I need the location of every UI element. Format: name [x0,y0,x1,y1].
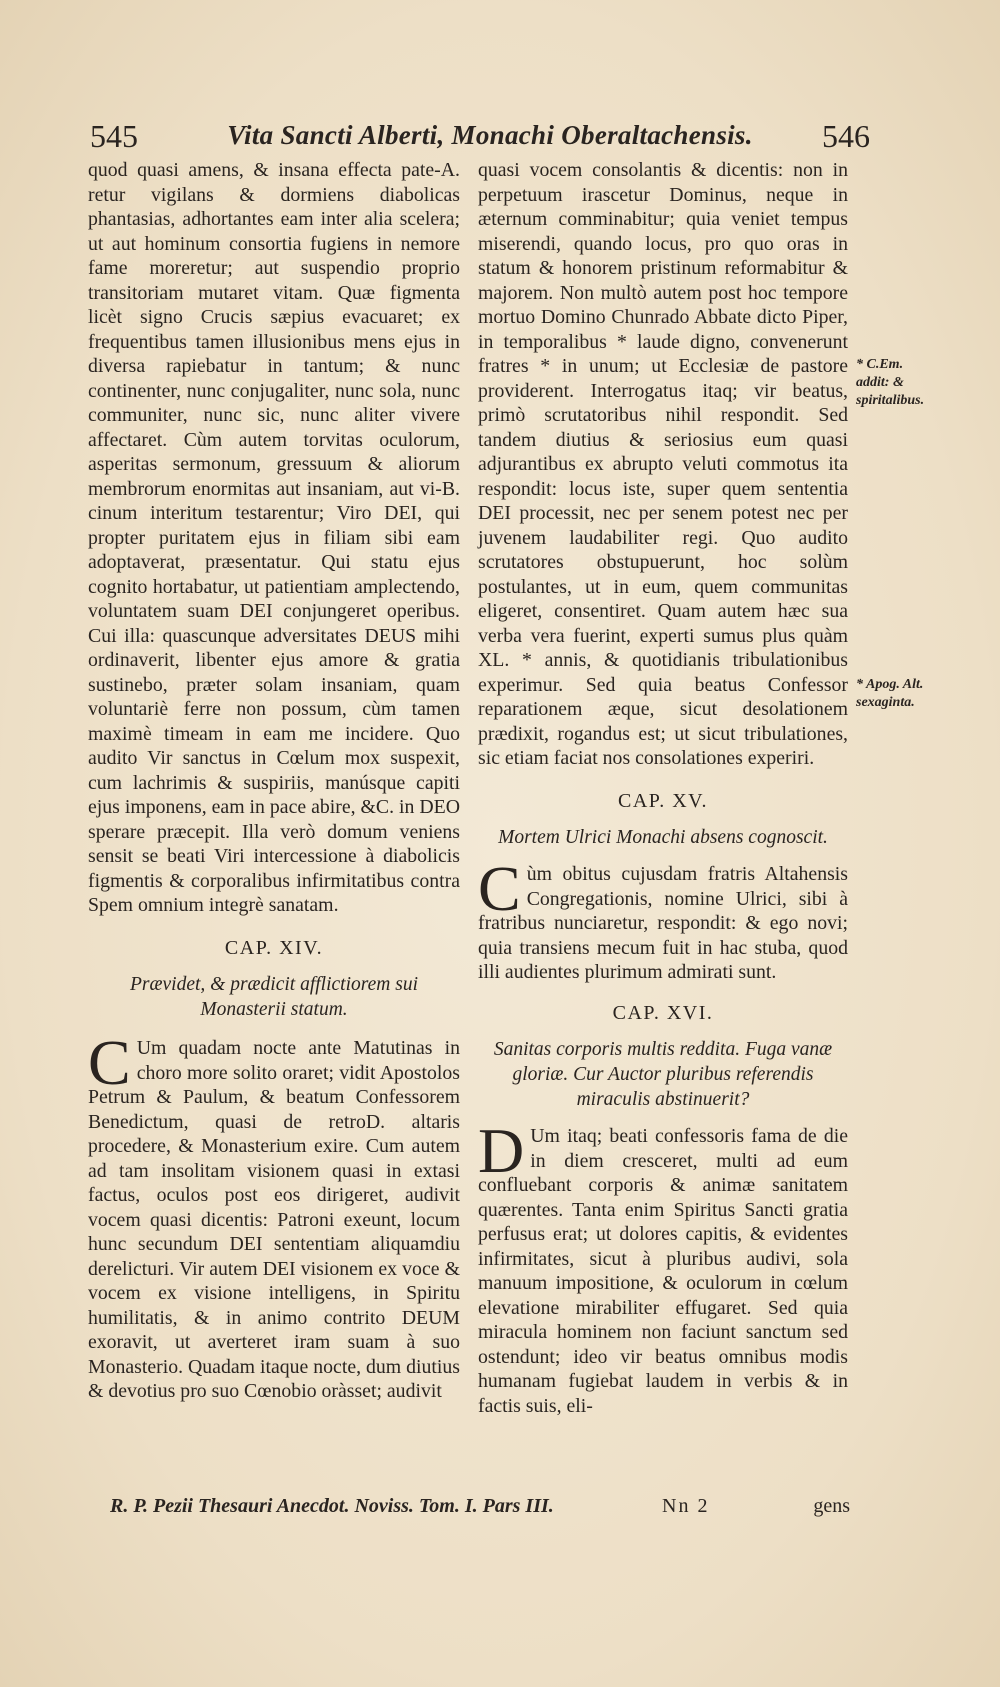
chapter-heading: CAP. XVI. [612,1001,714,1024]
drop-cap: C [478,853,521,924]
right-column [478,158,848,1418]
right-page-number: 546 [822,118,870,154]
catchword: gens [813,1495,850,1517]
margin-note: * Apog. Alt. sexaginta. [856,677,924,710]
paragraph: quasi vocem consolantis & dicentis: non in perpetuum irascetur Dominus, neque in æternum comminabitur; quia veniet tempus miserendi, quando locus, pro quo oras in statum & honorem pristinum reformabitur & majorem. Non multò autem post hoc tempore mortuo Domino Chunrado Abbate dicto Piper, in temporalibus * laude digno, convenerunt fratres * in unum; ut Ecclesiæ de pastore providerent. Interrogatus itaq; vir beatus, primò scrutatoribus nihil respondit. Sed tandem diutius & seriosius eum quasi adjurantibus ex abrupto veluti commotus ita respondit: locus iste, super quem sententia DEI processit, nec per senem potest nec per juvenem laudabiliter regi. Quo audito scrutatores obstupuerunt, hoc solùm postulantes, ut in eum, quem communitas eligeret, consentiret. Quam autem hæc sua verba vera fuerint, experti sumus plus quàm XL. * annis, & quotidianis tribulationibus experimur. Sed quia beatus Confessor reparationem æque, sicut desolationem prædixit, rogandus est; ut sicut tribulationes, sic etiam faciat nos consolationes experiri. [478,159,848,769]
chapter-text [478,853,848,985]
chapter-text [478,1115,848,1418]
chapter-summary: Mortem Ulrici Monachi absens cognoscit. [498,827,828,848]
chapter-heading: CAP. XIV. [224,936,324,959]
left-column [88,158,460,1404]
margin-note: * C.Em. addit: & spiritalibus. [856,357,925,408]
left-page-number: 545 [90,118,138,154]
page-footer [110,1495,850,1525]
running-header [90,118,870,158]
drop-cap: C [88,1027,131,1098]
chapter-summary: Prævidet, & prædicit afflictiorem sui Monasterii statum. [130,974,418,1020]
footer-source: R. P. Pezii Thesauri Anecdot. Noviss. Tom. I. Pars III. [110,1495,554,1517]
chapter-body: ùm obitus cujusdam fratris Altahensis Congregationis, nomine Ulrici, sibi à fratribus nunciaretur, respondit: & ego novi; quia transiens mecum fuit in hac stuba, quod illi audientes plurimum admirati sunt. [478,863,848,983]
chapter-summary: Sanitas corporis multis reddita. Fuga vanæ gloriæ. Cur Auctor pluribus referendis miraculis abstinuerit? [493,1039,833,1110]
chapter-text [88,1027,460,1404]
signature-mark: Nn 2 [662,1495,710,1517]
chapter-body: Um itaq; beati confessoris fama de die in diem cresceret, multi ad eum confluebant corporis & animæ sanitatem quærentes. Tanta enim Spiritus Sancti gratia perfusus erat; ut dolores capitis, & evidentes infirmitates, sicut à pluribus audivi, sola manuum impositione, & oculorum in cœlum elevatione mirabiliter effugaret. Sed quia miracula hominem non faciunt sanctum sed ostendunt; ideo vir beatus omnibus modis humanam fugiebat laudem in verbis & in factis suis, eli- [478,1125,848,1417]
chapter-heading: CAP. XV. [618,789,708,812]
running-title: Vita Sancti Alberti, Monachi Oberaltachensis. [227,120,753,150]
paragraph: quod quasi amens, & insana effecta pate-A. retur vigilans & dormiens diabolicas phantasias, adhortantes eam inter alia scelera; ut aut hominum consortia fugiens in nemore fame moreretur; aut suspendio proprio transitoriam mutaret vitam. Quæ figmenta licèt signo Crucis sæpius evacuaret; ex frequentibus tamen illusionibus mens ejus in diversa rapiebatur in tantum; & nunc continenter, nunc conjugaliter, nunc sola, nunc communiter, nunc sic, nunc aliter vivere affectaret. Cùm autem torvitas oculorum, asperitas sermonum, gressuum & aliorum membrorum enormitas aut insaniam, aut vi-B. cinum interitum testarentur; Viro DEI, qui propter puritatem ejus in filiam sibi eam adoptaverat, præsentatur. Qui statu ejus cognito hortabatur, ut patientiam amplectendo, voluntatem suam DEI conjungeret operibus. Cui illa: quascunque adversitates DEUS mihi ordinaverit, libenter ejus amore & gratia sustinebo, præter solam insaniam, quam voluntariè ferre non possum, cùm tamen maximè timeam in eam me incidere. Quo audito Vir sanctus in Cœlum mox suspexit, cum lachrimis & suspiriis, manúsque capiti ejus imponens, eam in pace abire, &C. in DEO sperare præcepit. Illa verò domum veniens sensit se beati Viri intercessione à diabolicis figmentis & corporalibus infirmitatibus contra Spem omnium integrè sanatam. [88,159,460,916]
drop-cap: D [478,1115,525,1186]
chapter-body: Um quadam nocte ante Matutinas in choro more solito oraret; vidit Apostolos Petrum & Paulum, & beatum Confessorem Benedictum, quasi de retroD. altaris procedere, & Monasterium exire. Cum autem ad tam insolitam visionem quasi in extasi factus, oculos post eos dirigeret, audivit vocem quasi dicentis: Patroni exeunt, locum hunc secundum DEI sententiam aliquamdiu derelicturi. Vir autem DEI visionem ex voce & vocem ex visione intelligens, in Spiritu humilitatis, & in animo contrito DEUM exoravit, ut averteret iram suam à suo Monasterio. Quadam itaque nocte, dum diutius & devotius pro suo Cœnobio oràsset; audivit [88,1037,460,1402]
